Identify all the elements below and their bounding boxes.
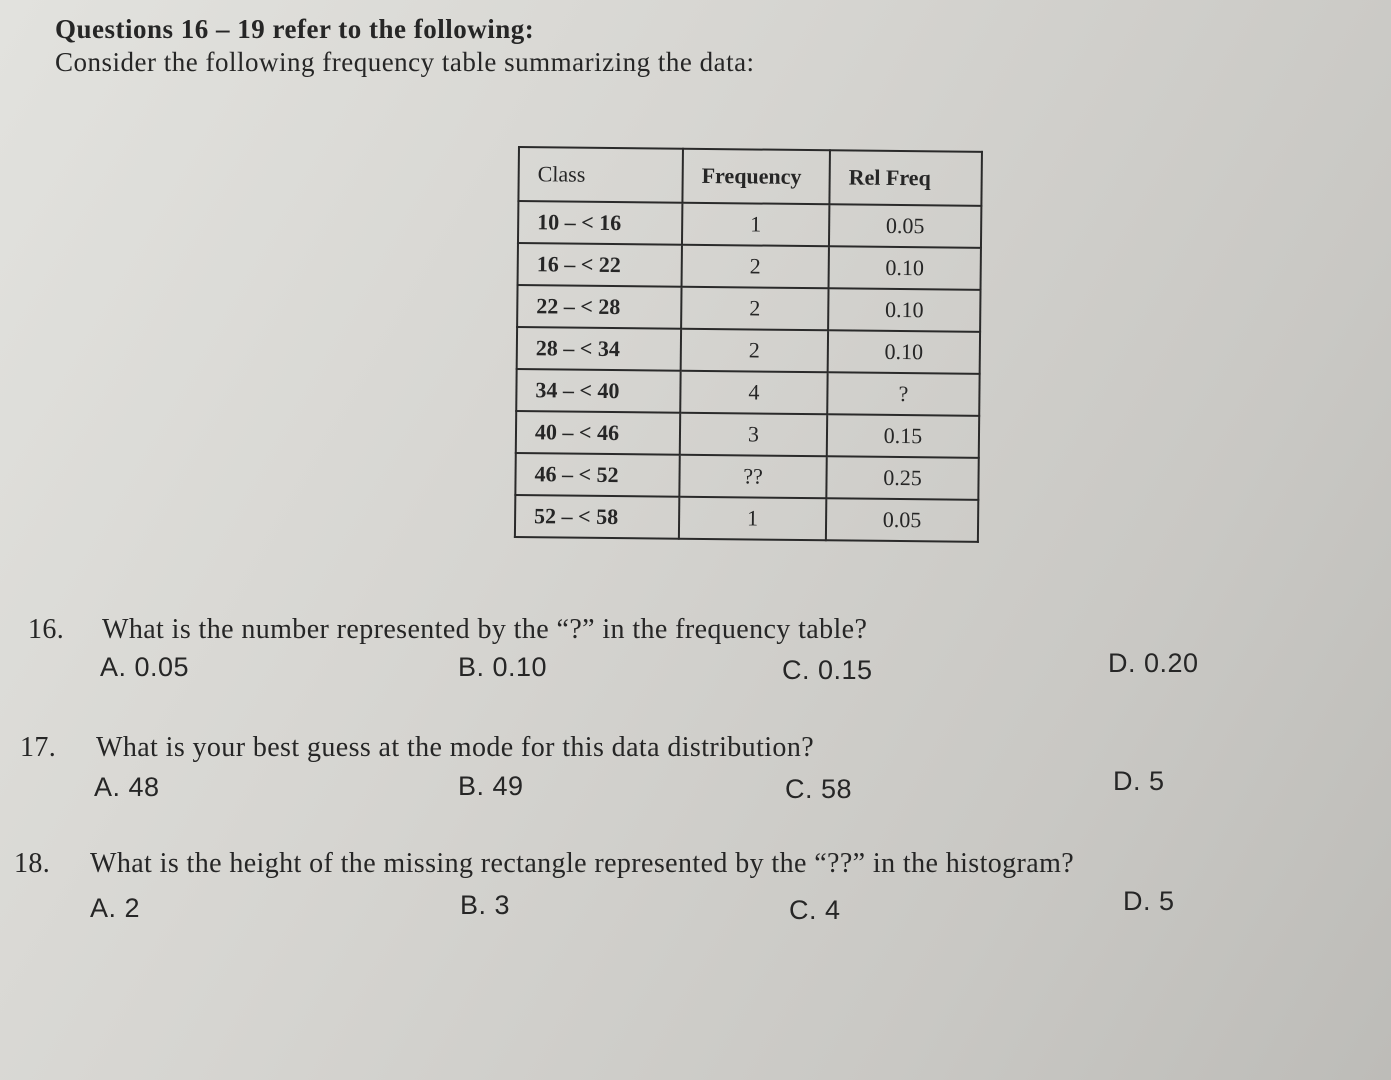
- question-number: 17.: [20, 732, 57, 763]
- page-title: Questions 16 – 19 refer to the following:: [55, 14, 535, 44]
- rel-freq-cell: 0.15: [827, 414, 979, 458]
- rel-freq-cell: 0.25: [826, 456, 978, 500]
- q18-option-a[interactable]: A. 2: [90, 893, 141, 923]
- frequency-cell: 1: [682, 203, 829, 247]
- q16-option-a[interactable]: A. 0.05: [100, 652, 190, 682]
- class-cell: 16 – < 22: [518, 243, 682, 287]
- header-class: Class: [518, 147, 683, 203]
- class-cell: 34 – < 40: [516, 369, 680, 413]
- table-row: [515, 495, 978, 542]
- frequency-cell: 1: [679, 497, 826, 541]
- q16-option-d[interactable]: D. 0.20: [1108, 648, 1199, 678]
- frequency-cell: 2: [682, 245, 829, 289]
- table-row: [517, 285, 980, 332]
- header-frequency: Frequency: [682, 149, 830, 205]
- q18-option-c[interactable]: C. 4: [789, 895, 841, 925]
- q17-option-a[interactable]: A. 48: [94, 772, 160, 802]
- class-cell: 28 – < 34: [517, 327, 681, 371]
- header-rel-freq: Rel Freq: [829, 150, 982, 206]
- question-text: What is the height of the missing rectangle represented by the “??” in the histogram?: [90, 848, 1075, 879]
- class-cell: 22 – < 28: [517, 285, 681, 329]
- frequency-cell: ??: [679, 455, 826, 499]
- class-cell: 46 – < 52: [515, 453, 679, 497]
- q17-option-c[interactable]: C. 58: [785, 774, 853, 804]
- table-row: [516, 411, 979, 458]
- table-row: [515, 453, 978, 500]
- q17-option-d[interactable]: D. 5: [1113, 766, 1165, 796]
- class-cell: 10 – < 16: [518, 201, 682, 245]
- frequency-cell: 4: [680, 371, 827, 415]
- question-text: What is your best guess at the mode for this data distribution?: [96, 732, 815, 763]
- rel-freq-cell: 0.10: [828, 288, 980, 332]
- table-row: [516, 369, 979, 416]
- question-number: 18.: [14, 848, 51, 879]
- rel-freq-cell: 0.10: [829, 246, 981, 290]
- q17-option-b[interactable]: B. 49: [458, 771, 524, 801]
- table-row: [518, 243, 981, 290]
- question-text: What is the number represented by the “?” in the frequency table?: [102, 614, 868, 645]
- page-subtitle: Consider the following frequency table summarizing the data:: [55, 47, 755, 77]
- class-cell: 52 – < 58: [515, 495, 679, 539]
- q18-option-d[interactable]: D. 5: [1123, 886, 1175, 916]
- q16-option-b[interactable]: B. 0.10: [458, 652, 548, 682]
- frequency-cell: 2: [681, 329, 828, 373]
- class-cell: 40 – < 46: [516, 411, 680, 455]
- rel-freq-cell: 0.10: [828, 330, 980, 374]
- rel-freq-cell: 0.05: [829, 204, 981, 248]
- table-header-row: [518, 147, 982, 206]
- q16-option-c[interactable]: C. 0.15: [782, 655, 873, 685]
- rel-freq-cell: ?: [827, 372, 979, 416]
- question-number: 16.: [28, 614, 65, 645]
- frequency-cell: 2: [681, 287, 828, 331]
- header: [55, 14, 755, 78]
- table-row: [517, 327, 980, 374]
- frequency-cell: 3: [680, 413, 827, 457]
- q18-option-b[interactable]: B. 3: [460, 890, 511, 920]
- rel-freq-cell: 0.05: [826, 498, 978, 542]
- frequency-table: [514, 146, 983, 543]
- table-row: [518, 201, 981, 248]
